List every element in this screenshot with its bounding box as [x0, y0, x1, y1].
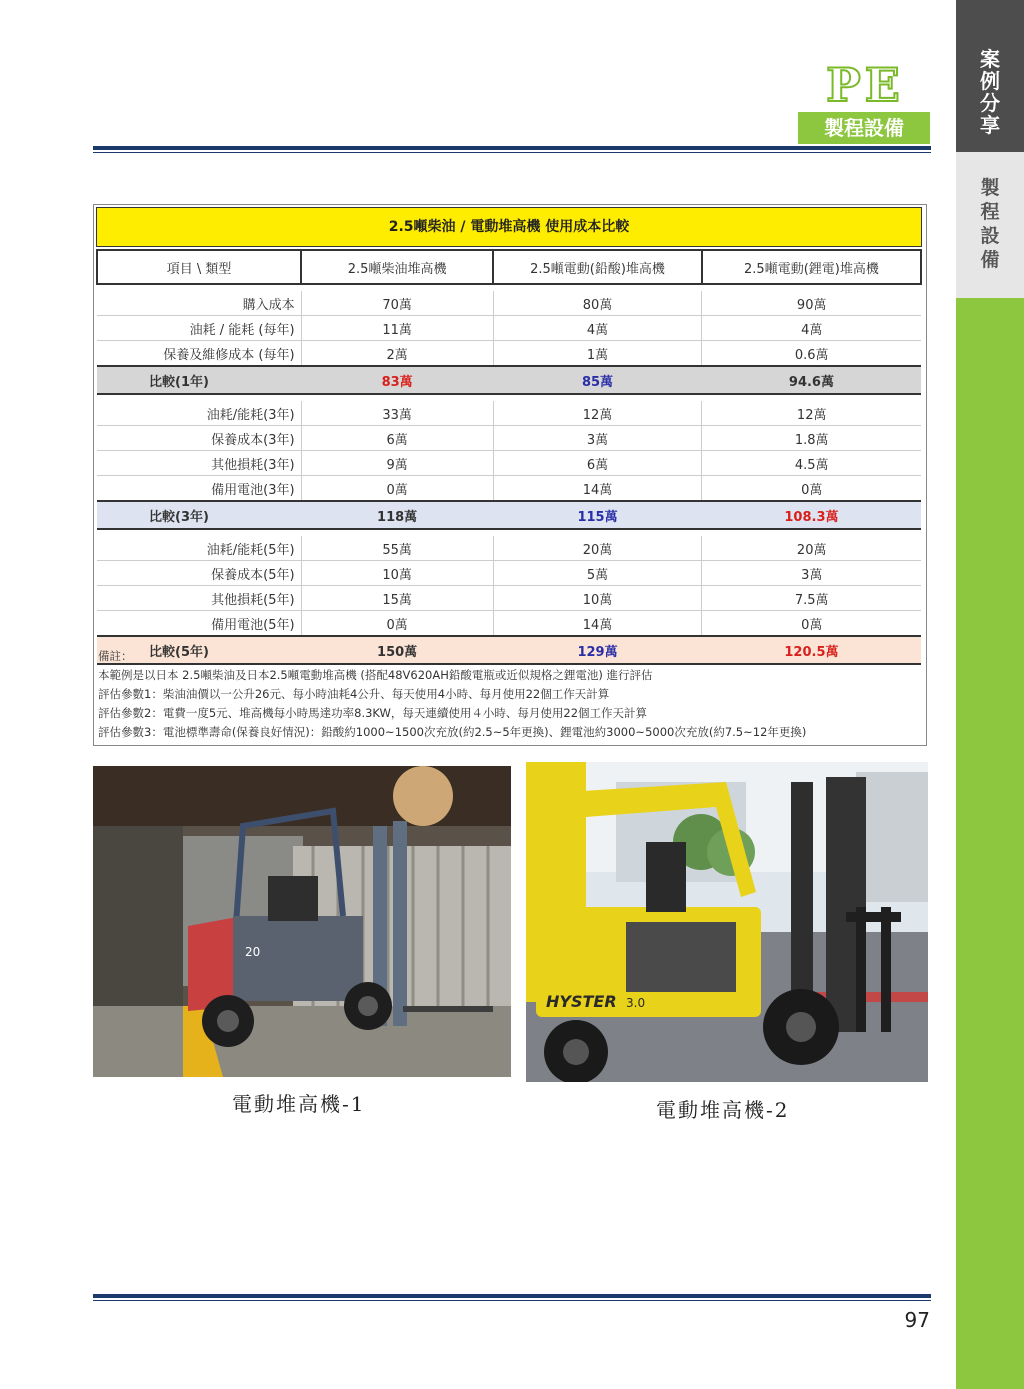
summary-label: 比較(1年) [97, 366, 301, 394]
cell-value: 3萬 [493, 426, 702, 451]
summary-value: 83萬 [301, 366, 493, 394]
side-tab-char: 設 [980, 225, 1000, 247]
header-cell: 2.5噸電動(鋰電)堆高機 [702, 250, 921, 284]
note-line: 備註： [98, 649, 133, 663]
side-tab-char: 分 [980, 91, 1000, 115]
header-cell: 2.5噸柴油堆高機 [301, 250, 493, 284]
cell-value: 4.5萬 [702, 451, 921, 476]
cell-value: 20萬 [702, 536, 921, 561]
summary-label: 比較(3年) [97, 501, 301, 529]
row-label: 備用電池(5年) [97, 611, 301, 637]
pe-logo: PE [826, 58, 904, 112]
side-tab-section[interactable] [956, 152, 1024, 298]
cell-value: 3萬 [702, 561, 921, 586]
side-tab-char: 程 [980, 201, 1000, 223]
row-label: 保養成本(3年) [97, 426, 301, 451]
row-label: 保養及維修成本 (每年) [97, 341, 301, 367]
row-label: 購入成本 [97, 291, 301, 316]
cost-table [96, 249, 922, 665]
table-title: 2.5噸柴油 / 電動堆高機 使用成本比較 [96, 207, 922, 247]
cell-value: 6萬 [301, 426, 493, 451]
row-label: 油耗/能耗(3年) [97, 401, 301, 426]
cell-value: 12萬 [493, 401, 702, 426]
model-label: 3.0 [626, 996, 646, 1010]
side-tab-char: 備 [980, 249, 1000, 271]
summary-value: 108.3萬 [702, 501, 921, 529]
row-label: 其他損耗(5年) [97, 586, 301, 611]
side-tab-char: 案 [980, 47, 1000, 71]
cell-value: 80萬 [493, 291, 702, 316]
table-row [97, 476, 921, 502]
table-header-row [97, 250, 921, 284]
side-tab-category[interactable] [956, 0, 1024, 152]
cell-value: 0萬 [702, 476, 921, 502]
note-line: 評估參數2：電費一度5元、堆高機每小時馬達功率8.3KW，每天連續使用４小時、每月使用22個工作天計算 [98, 706, 648, 720]
row-label: 油耗/能耗(5年) [97, 536, 301, 561]
table-row [97, 536, 921, 561]
header-cell: 項目 \ 類型 [97, 250, 301, 284]
table-row [97, 426, 921, 451]
table-row [97, 451, 921, 476]
table-row [97, 586, 921, 611]
cell-value: 14萬 [493, 476, 702, 502]
cell-value: 70萬 [301, 291, 493, 316]
header-cell: 2.5噸電動(鉛酸)堆高機 [493, 250, 702, 284]
cell-value: 7.5萬 [702, 586, 921, 611]
side-tab-char: 製 [980, 177, 1000, 199]
cell-value: 0萬 [702, 611, 921, 637]
cell-value: 10萬 [493, 586, 702, 611]
brand-label: HYSTER [546, 992, 617, 1011]
cell-value: 0.6萬 [702, 341, 921, 367]
row-label: 保養成本(5年) [97, 561, 301, 586]
note-line: 評估參數1：柴油油價以一公升26元、每小時油耗4公升、每天使用4小時、每月使用22個工作天計算 [98, 687, 610, 701]
header-rule [93, 146, 931, 150]
note-line: 本範例是以日本 2.5噸柴油及日本2.5噸電動堆高機 (搭配48V620AH鉛酸電瓶或近似規格之鋰電池) 進行評估 [98, 668, 653, 682]
cell-value: 6萬 [493, 451, 702, 476]
page-number: 97 [904, 1308, 930, 1332]
cell-value: 33萬 [301, 401, 493, 426]
table-notes [98, 647, 920, 742]
photo-caption-2: 電動堆高機-2 [656, 1098, 790, 1122]
cell-value: 0萬 [301, 476, 493, 502]
summary-value: 94.6萬 [702, 366, 921, 394]
summary-value: 115萬 [493, 501, 702, 529]
summary-row-3yr [97, 501, 921, 529]
forklift-tag: 20 [245, 945, 261, 959]
note-line: 評估參數3：電池標準壽命(保養良好情況)：鉛酸約1000~1500次充放(約2.5~5年更換)、鋰電池約3000~5000次充放(約7.5~12年更換) [98, 725, 807, 739]
summary-label: 比較(5年) [97, 636, 301, 664]
cell-value: 5萬 [493, 561, 702, 586]
cell-value: 10萬 [301, 561, 493, 586]
footer-rule-thin [93, 1300, 931, 1301]
table-row [97, 611, 921, 637]
summary-value: 150萬 [301, 636, 493, 664]
cell-value: 20萬 [493, 536, 702, 561]
cell-value: 4萬 [493, 316, 702, 341]
row-label: 其他損耗(3年) [97, 451, 301, 476]
cell-value: 9萬 [301, 451, 493, 476]
cost-comparison-table [93, 204, 927, 746]
summary-value: 129萬 [493, 636, 702, 664]
cell-value: 11萬 [301, 316, 493, 341]
cell-value: 2萬 [301, 341, 493, 367]
cell-value: 12萬 [702, 401, 921, 426]
summary-value: 118萬 [301, 501, 493, 529]
side-tab-char: 例 [980, 69, 1000, 93]
cell-value: 90萬 [702, 291, 921, 316]
cell-value: 1萬 [493, 341, 702, 367]
row-label: 油耗 / 能耗 (每年) [97, 316, 301, 341]
table-row [97, 561, 921, 586]
summary-value: 85萬 [493, 366, 702, 394]
row-label: 備用電池(3年) [97, 476, 301, 502]
table-row [97, 401, 921, 426]
table-row [97, 291, 921, 316]
side-tab [956, 0, 1024, 1389]
summary-value: 120.5萬 [702, 636, 921, 664]
cell-value: 14萬 [493, 611, 702, 637]
summary-row-1yr [97, 366, 921, 394]
side-tab-char: 享 [980, 113, 1000, 137]
forklift-photo-2 [526, 762, 928, 1082]
header-rule-thin [93, 152, 931, 153]
cell-value: 4萬 [702, 316, 921, 341]
forklift-photo-1 [93, 766, 511, 1077]
section-label: 製程設備 [798, 112, 930, 144]
table-row [97, 341, 921, 367]
cell-value: 0萬 [301, 611, 493, 637]
photo-caption-1: 電動堆高機-1 [232, 1092, 366, 1116]
cell-value: 55萬 [301, 536, 493, 561]
table-row [97, 316, 921, 341]
cell-value: 1.8萬 [702, 426, 921, 451]
cell-value: 15萬 [301, 586, 493, 611]
footer-rule [93, 1294, 931, 1298]
